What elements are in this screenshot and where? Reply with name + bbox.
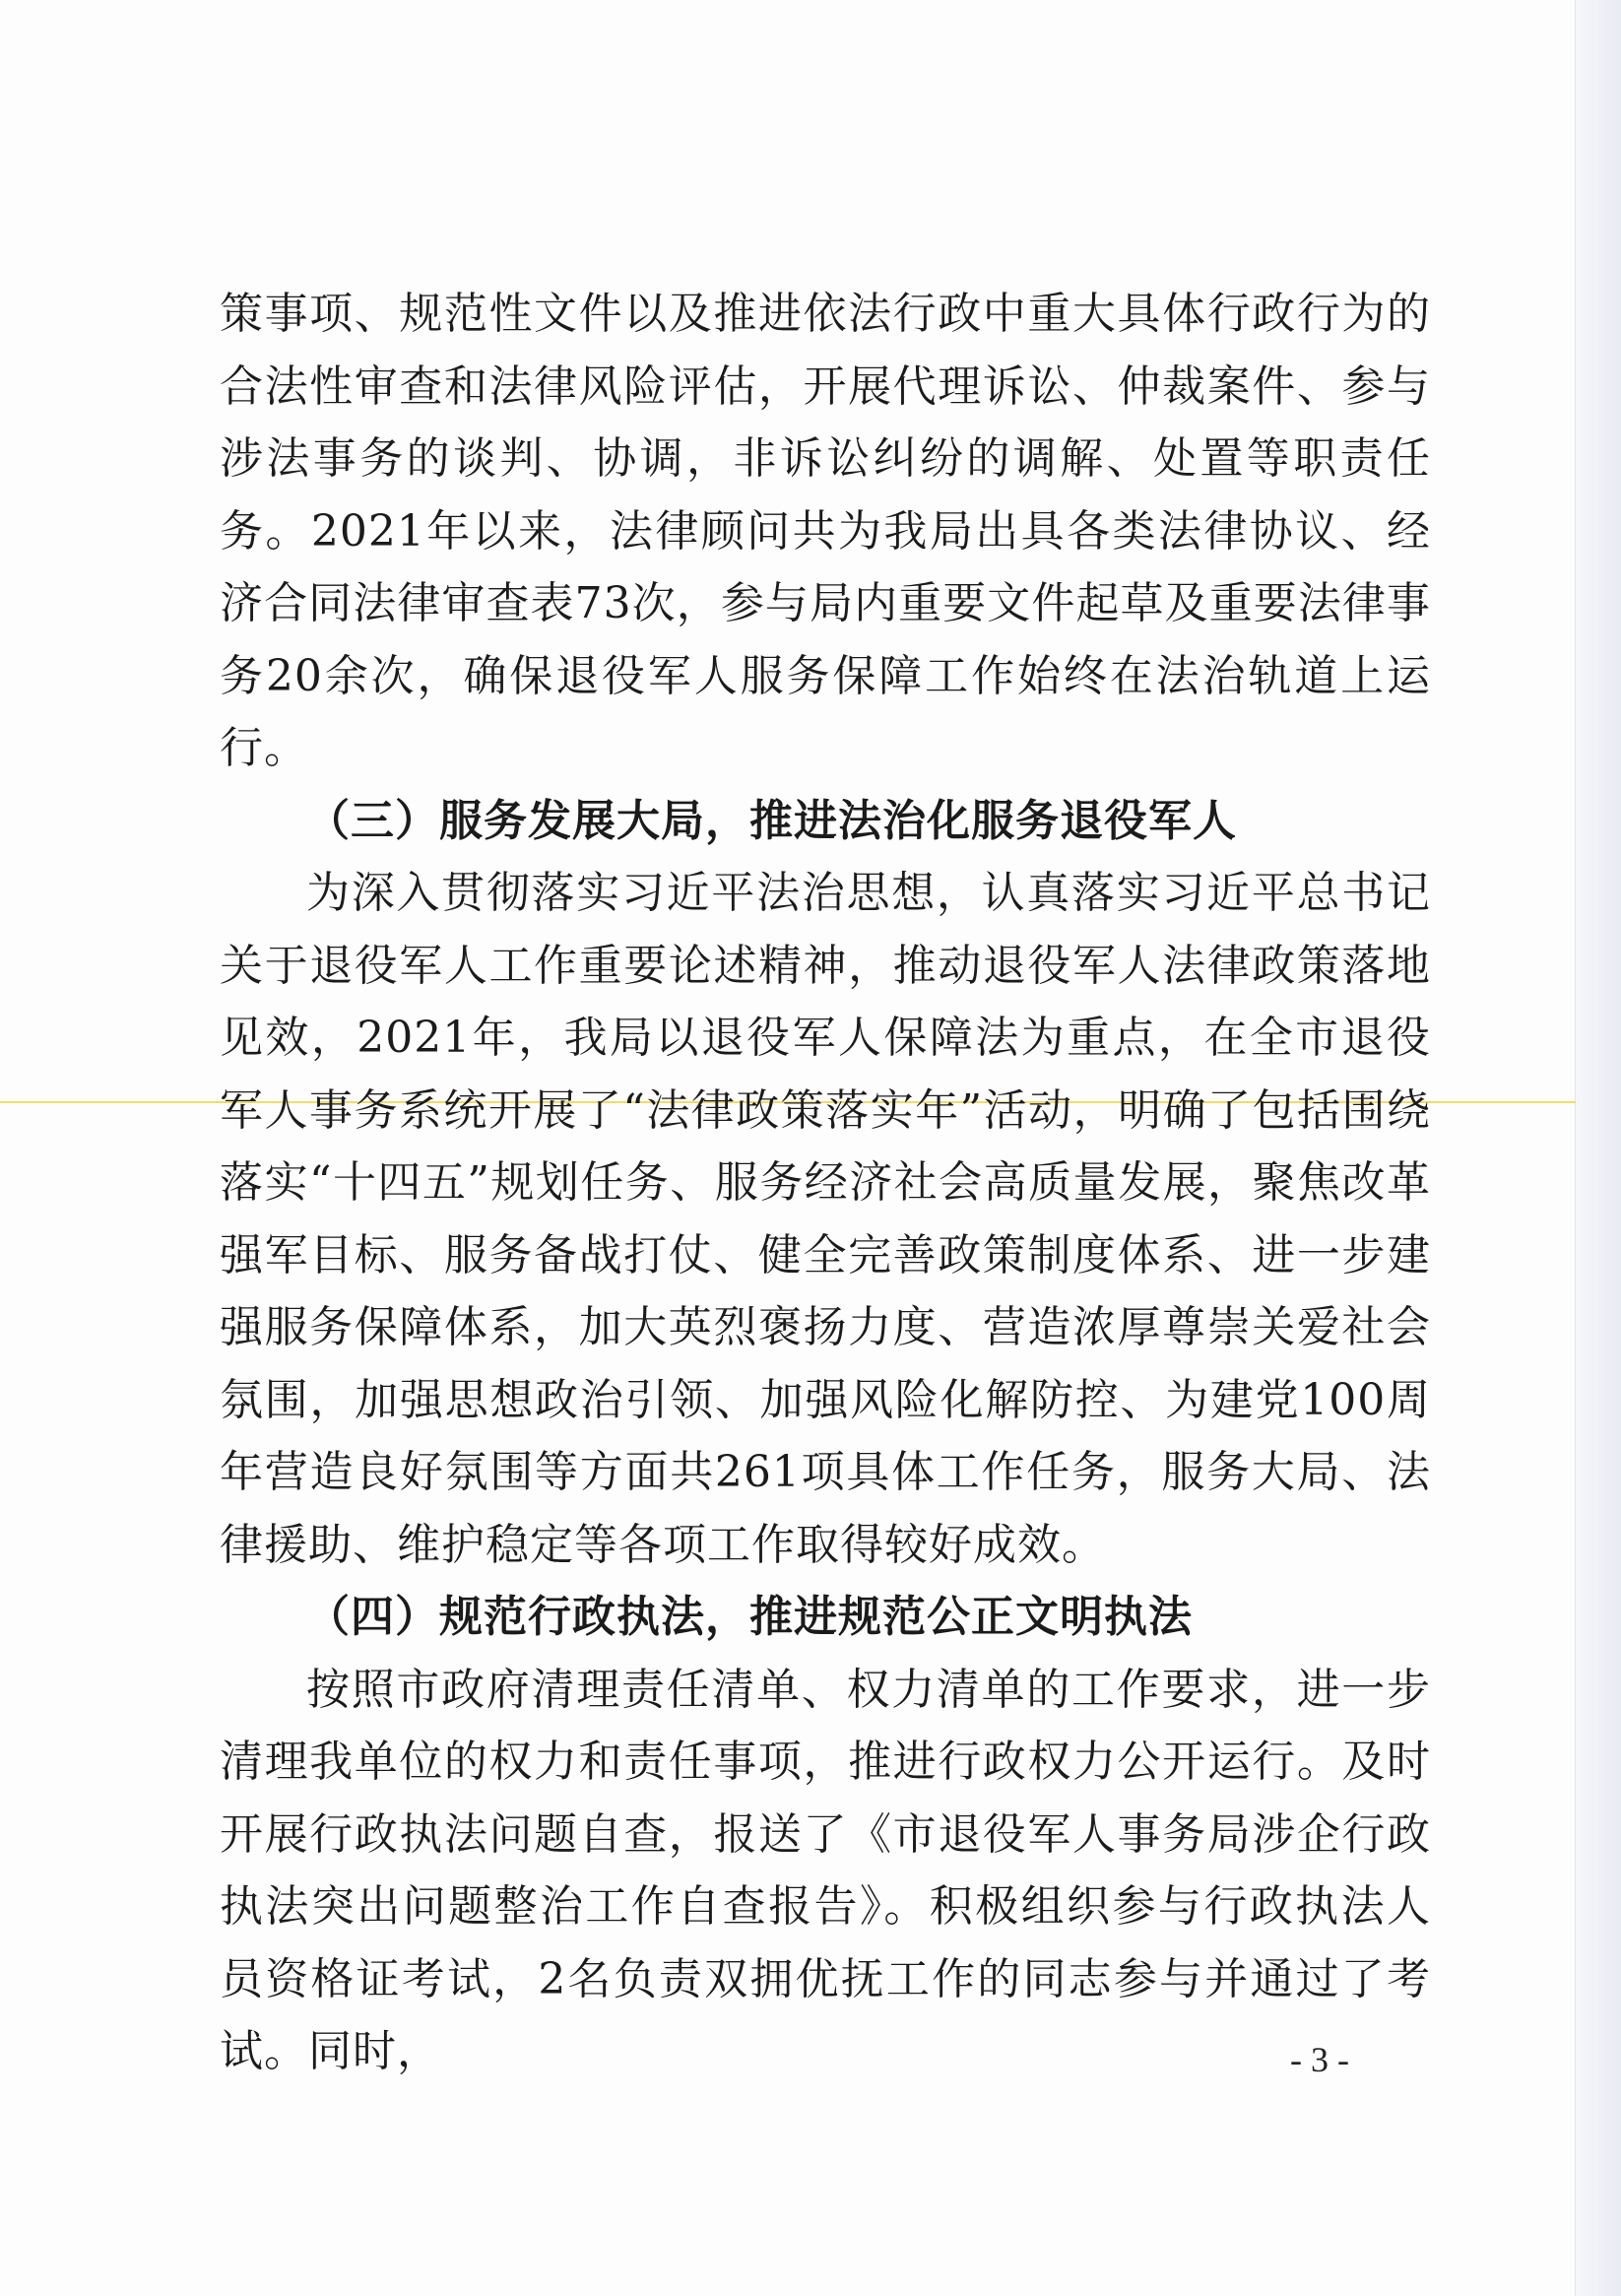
page-number: - 3 - [1290,2040,1349,2079]
section-heading-4: （四）规范行政执法，推进规范公正文明执法 [306,1592,1193,1642]
section-heading-3: （三）服务发展大局，推进法治化服务退役军人 [306,795,1237,846]
paragraph-continuation: 策事项、规范性文件以及推进依法行政中重大具体行政行为的合法性审查和法律风险评估，开展代理诉讼、仲裁案件、参与涉法事务的谈判、协调，非诉讼纠纷的调解、处置等职责任务。2021年以来，法律顾问共为我局出具各类法律协议、经济合同法律审查表73次，参与局内重要文件起草及重要法律事务20余次，确保退役军人服务保障工作始终在法治轨道上运行。 [220,289,1431,773]
paragraph-law-enforcement: 按照市政府清理责任清单、权力清单的工作要求，进一步清理我单位的权力和责任事项，推进行政权力公开运行。及时开展行政执法问题自查，报送了《市退役军人事务局涉企行政执法突出问题整治工作自查报告》。积极组织参与行政执法人员资格证考试，2名负责双拥优抚工作的同志参与并通过了考试。同时， [220,1664,1431,2076]
document-body [220,278,1431,2088]
scan-edge-shadow [1575,0,1621,2296]
paragraph-service-development: 为深入贯彻落实习近平法治思想，认真落实习近平总书记关于退役军人工作重要论述精神，推动退役军人法律政策落地见效，2021年，我局以退役军人保障法为重点，在全市退役军人事务系统开展了“法律政策落实年”活动，明确了包括围绕落实“十四五”规划任务、服务经济社会高质量发展，聚焦改革强军目标、服务备战打仗、健全完善政策制度体系、进一步建强服务保障体系，加大英烈褒扬力度、营造浓厚尊崇关爱社会氛围，加强思想政治引领、加强风险化解防控、为建党100周年营造良好氛围等方面共261项具体工作任务，服务大局、法律援助、维护稳定等各项工作取得较好成效。 [220,868,1431,1570]
